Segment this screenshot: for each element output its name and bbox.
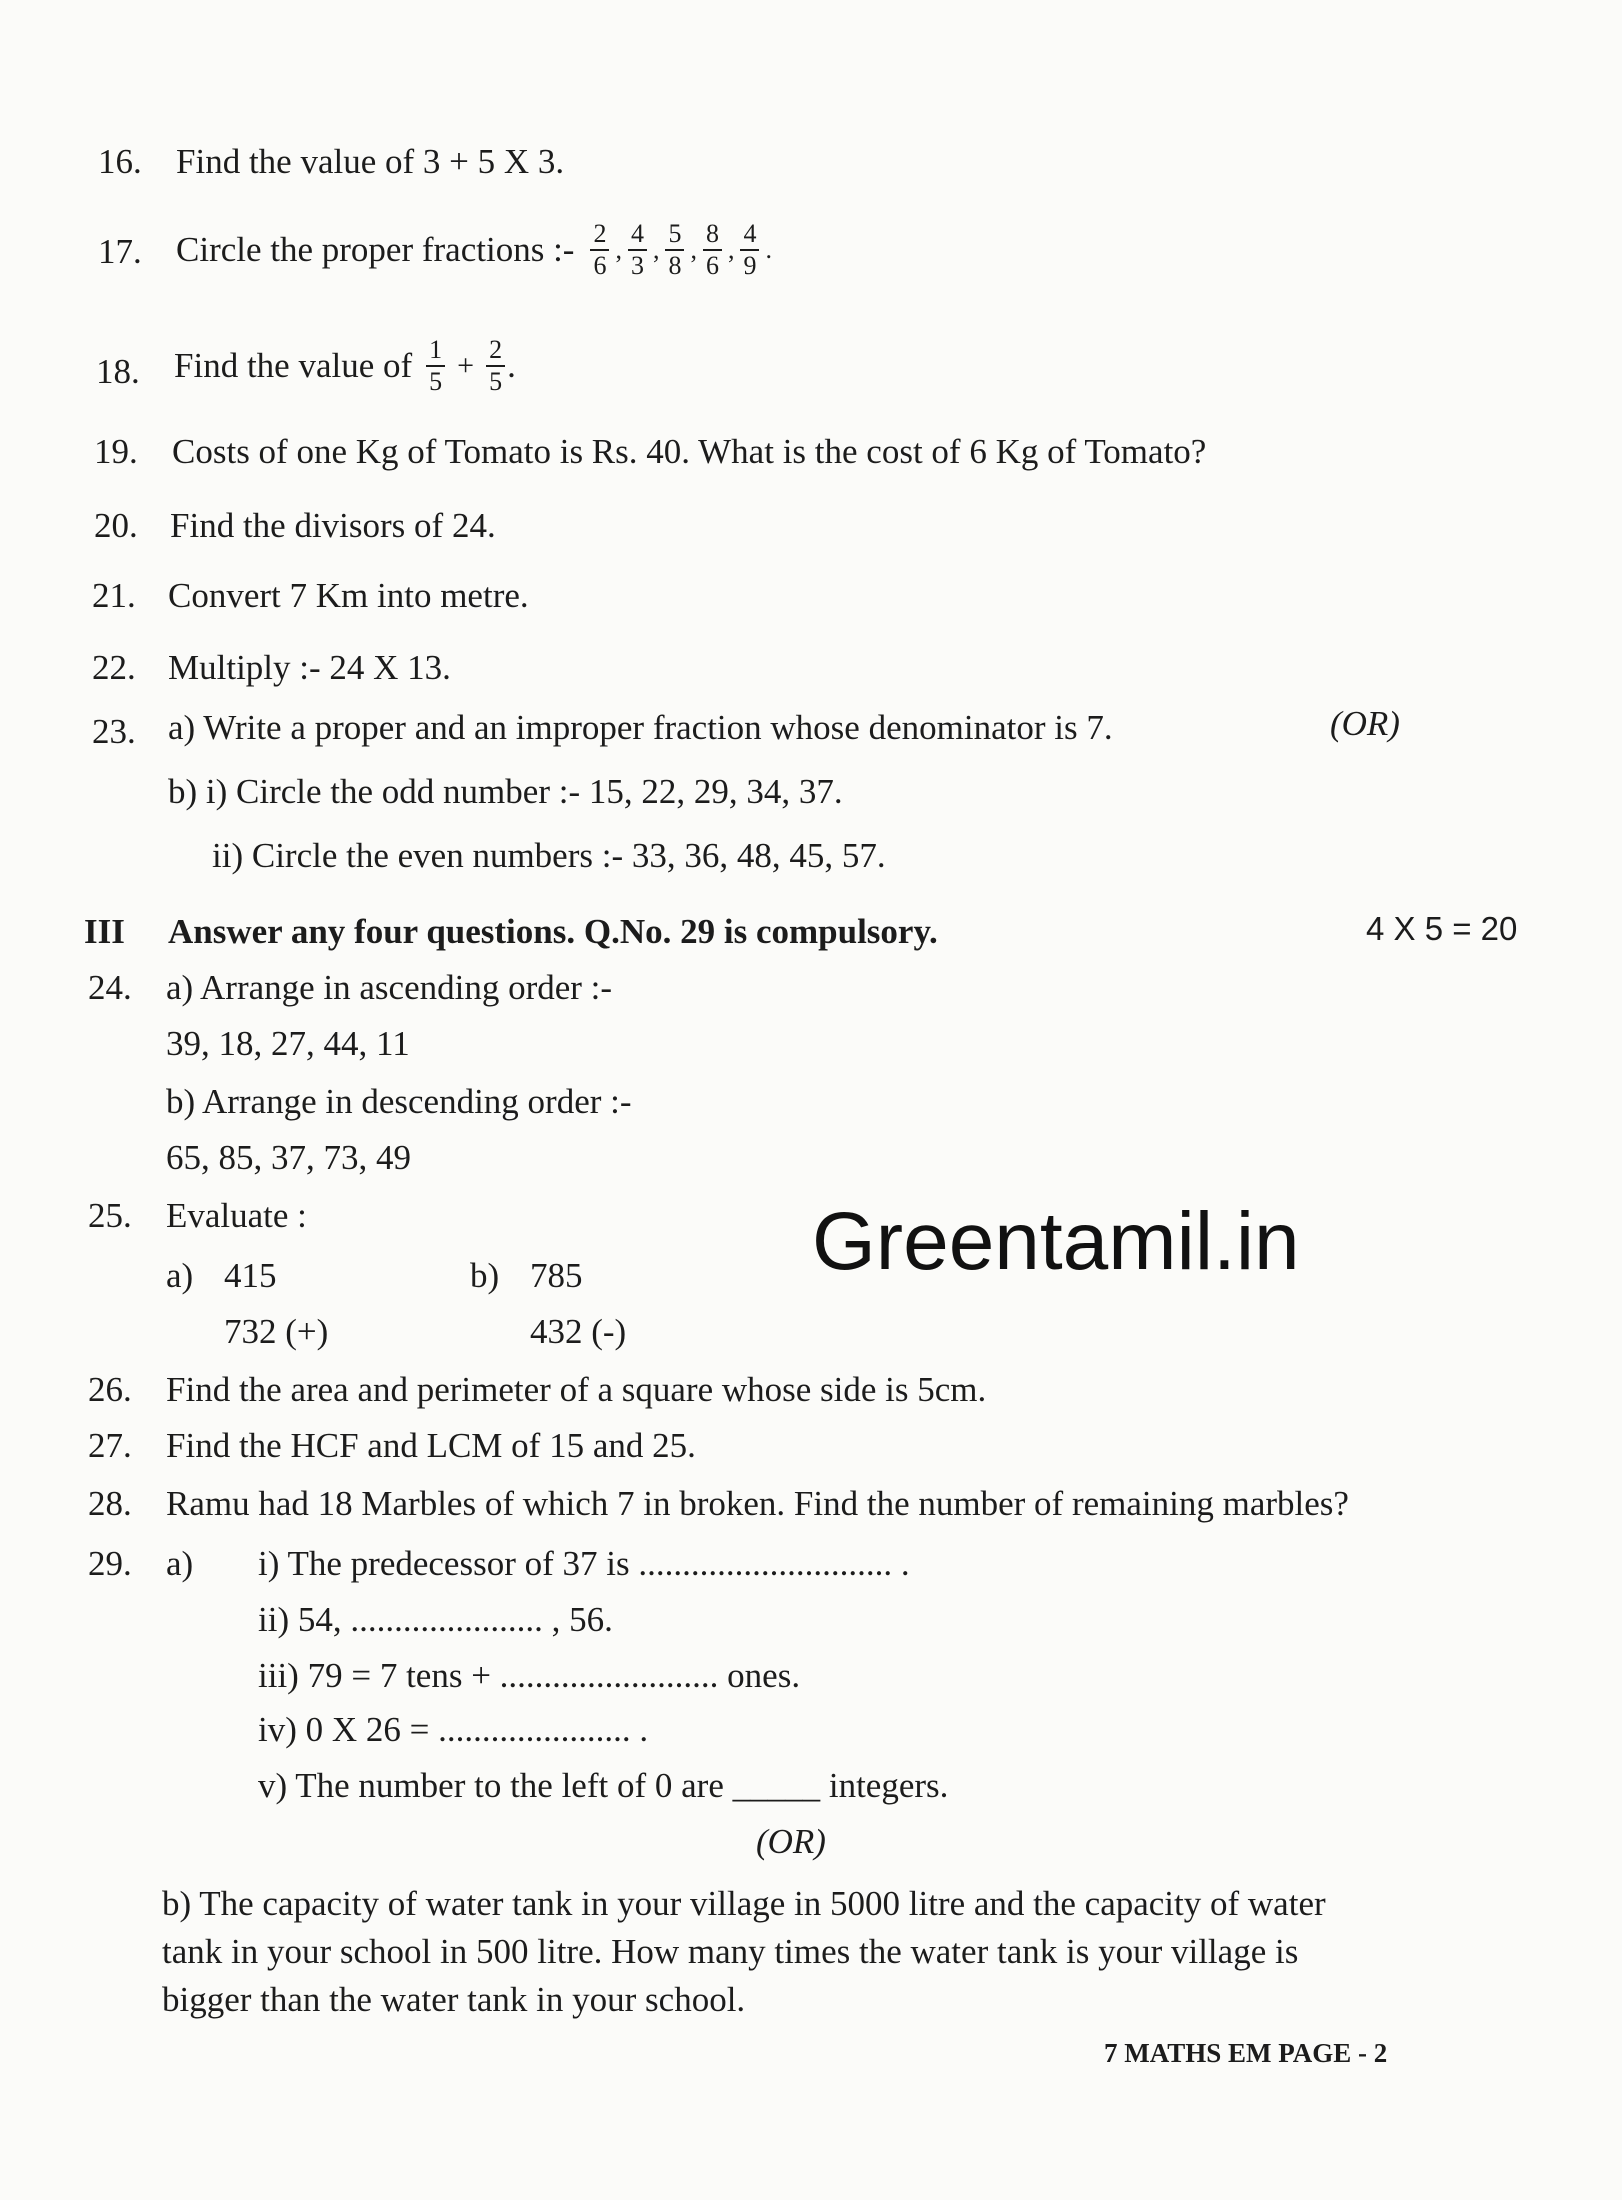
question-number: 25. — [88, 1196, 132, 1235]
question-number: 19. — [94, 432, 138, 471]
fill-blank: i) The predecessor of 37 is ............................. . — [258, 1544, 910, 1583]
question-text: Find the area and perimeter of a square whose side is 5cm. — [166, 1370, 987, 1409]
question-text: Find the value of 3 + 5 X 3. — [176, 142, 565, 181]
operand: 432 (-) — [530, 1312, 627, 1351]
question-number: 24. — [88, 968, 132, 1007]
fraction: $\frac{2}{5}$ — [486, 335, 505, 397]
fill-blank: iii) 79 = 7 tens + ......................... ones. — [258, 1656, 801, 1695]
operand: 785 — [530, 1256, 583, 1295]
question-text: b) The capacity of water tank in your village in 5000 litre and the capacity of water — [162, 1884, 1326, 1923]
sub-label: a) — [166, 1544, 194, 1583]
question-text: tank in your school in 500 litre. How many times the water tank is your village is — [162, 1932, 1299, 1971]
question-number: 21. — [92, 576, 136, 615]
value-list: 65, 85, 37, 73, 49 — [166, 1138, 411, 1177]
operand: 732 (+) — [224, 1312, 329, 1351]
question-text: Find the divisors of 24. — [170, 506, 496, 545]
fraction: $\frac{2}{6}$ — [590, 219, 609, 281]
question-17: Circle the proper fractions :- $\frac{2}{6}$ , $\frac{4}{3}$ , $\frac{5}{8}$ , $\frac{8}{6}$ , $\frac{4}{9}$ . — [176, 219, 772, 280]
sub-label: b) — [470, 1256, 500, 1295]
question-number: 20. — [94, 506, 138, 545]
sub-label: a) — [166, 1256, 194, 1295]
question-text: Ramu had 18 Marbles of which 7 in broken. Find the number of remaining marbles? — [166, 1484, 1349, 1523]
fraction: $\frac{1}{5}$ — [426, 335, 445, 397]
question-text: ii) Circle the even numbers :- 33, 36, 48, 45, 57. — [212, 836, 886, 875]
question-text: Multiply :- 24 X 13. — [168, 648, 451, 687]
section-marks: 4 X 5 = 20 — [1366, 910, 1518, 947]
question-number: 18. — [96, 352, 140, 391]
question-number: 17. — [98, 232, 142, 271]
fraction: $\frac{8}{6}$ — [703, 219, 722, 281]
question-text: Convert 7 Km into metre. — [168, 576, 529, 615]
question-number: 28. — [88, 1484, 132, 1523]
question-number: 26. — [88, 1370, 132, 1409]
question-text: Evaluate : — [166, 1196, 307, 1235]
question-text: Costs of one Kg of Tomato is Rs. 40. What is the cost of 6 Kg of Tomato? — [172, 432, 1207, 471]
fill-blank: ii) 54, ...................... , 56. — [258, 1600, 613, 1639]
question-number: 16. — [98, 142, 142, 181]
question-18: Find the value of $\frac{1}{5}$ + $\frac{2}{5}$ . — [174, 335, 516, 396]
fraction: $\frac{4}{3}$ — [628, 219, 647, 281]
question-number: 29. — [88, 1544, 132, 1583]
question-number: 27. — [88, 1426, 132, 1465]
question-text: b) Arrange in descending order :- — [166, 1082, 632, 1121]
question-text: a) Arrange in ascending order :- — [166, 968, 613, 1007]
fraction: $\frac{4}{9}$ — [740, 219, 759, 281]
page-footer: 7 MATHS EM PAGE - 2 — [1104, 2038, 1388, 2068]
or-label: (OR) — [1330, 704, 1400, 743]
fraction: $\frac{5}{8}$ — [665, 219, 684, 281]
section-number: III — [84, 912, 125, 951]
question-text: Find the HCF and LCM of 15 and 25. — [166, 1426, 696, 1465]
question-number: 22. — [92, 648, 136, 687]
question-text: Find the value of — [174, 346, 413, 385]
fill-blank: iv) 0 X 26 = ...................... . — [258, 1710, 649, 1749]
question-text: bigger than the water tank in your school. — [162, 1980, 746, 2019]
question-number: 23. — [92, 712, 136, 751]
question-text: a) Write a proper and an improper fraction whose denominator is 7. — [168, 708, 1113, 747]
operand: 415 — [224, 1256, 277, 1295]
or-label: (OR) — [756, 1822, 826, 1861]
question-text: b) i) Circle the odd number :- 15, 22, 29, 34, 37. — [168, 772, 843, 811]
watermark-logo: Greentamil.in — [812, 1196, 1300, 1287]
value-list: 39, 18, 27, 44, 11 — [166, 1024, 410, 1063]
question-text: Circle the proper fractions :- — [176, 230, 575, 269]
section-heading: Answer any four questions. Q.No. 29 is compulsory. — [168, 912, 938, 951]
fill-blank: v) The number to the left of 0 are _____ integers. — [258, 1766, 949, 1805]
